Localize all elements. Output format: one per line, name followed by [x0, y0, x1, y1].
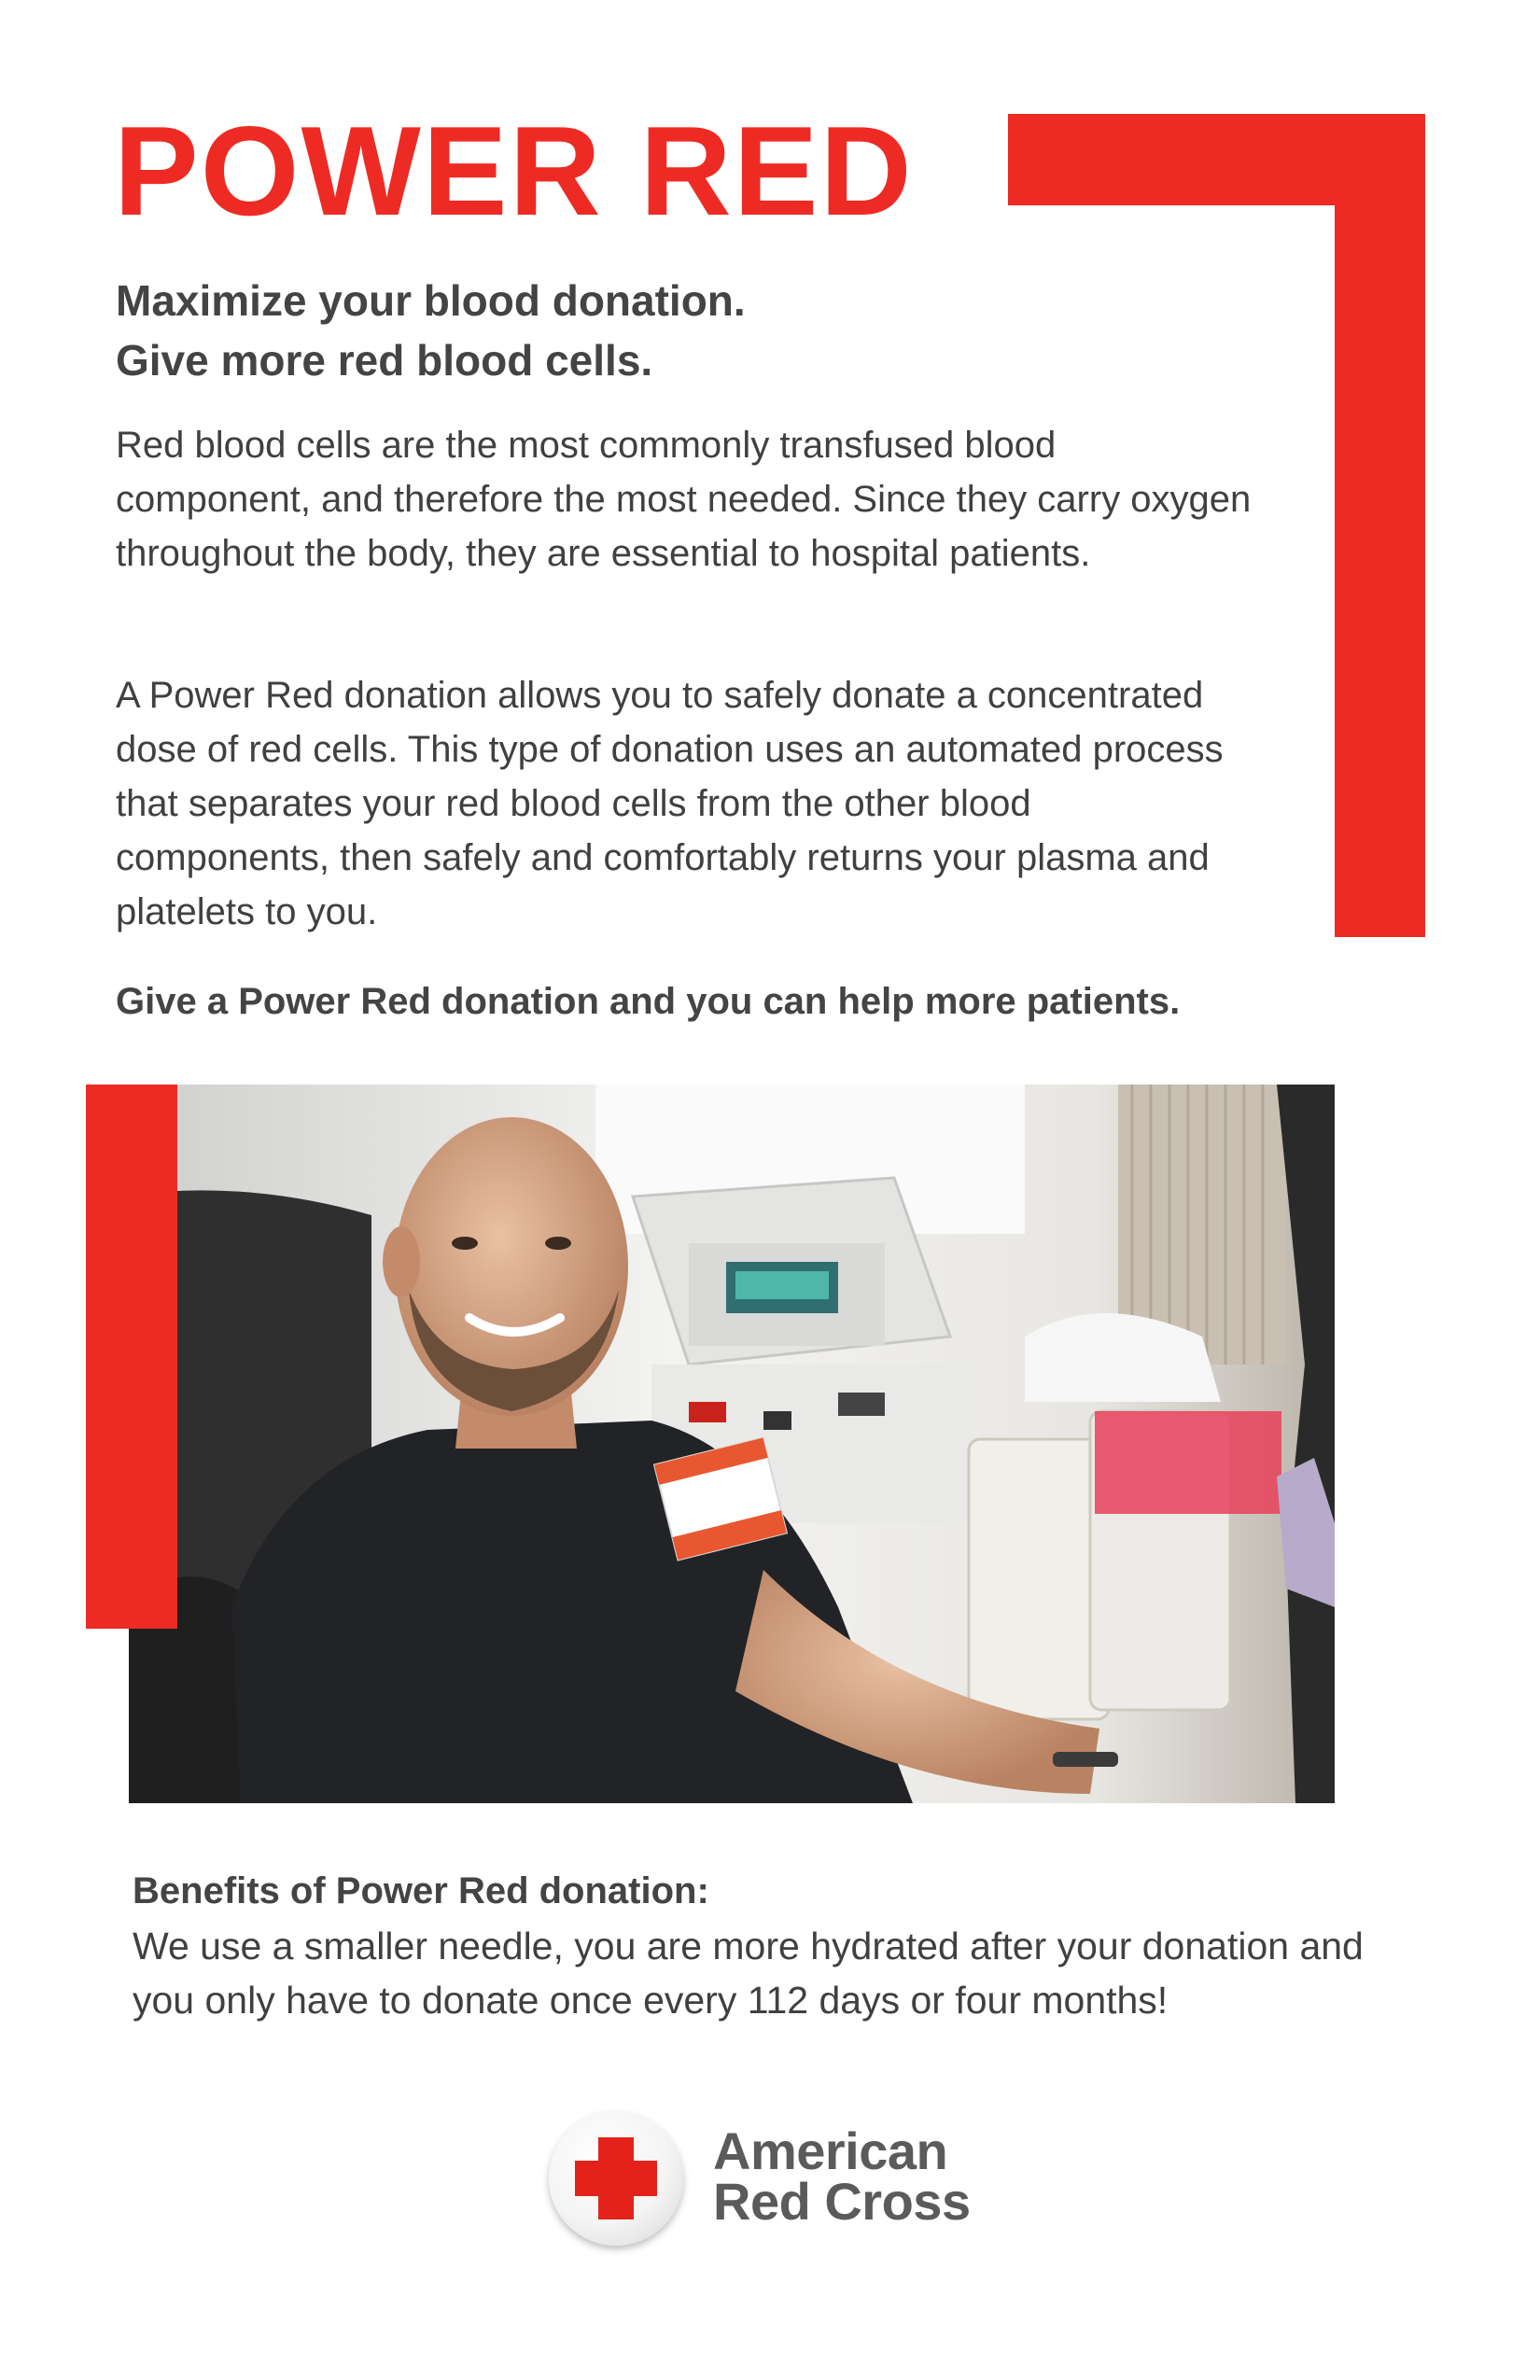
decorative-red-bracket-side [1335, 114, 1425, 937]
benefits-text: We use a smaller needle, you are more hydrated after your donation and you only have to donate once every 112 days or four months! [133, 1925, 1364, 2022]
donor-photo [129, 1085, 1335, 1803]
benefits-heading: Benefits of Power Red donation: [133, 1870, 709, 1911]
subheading-line-1: Maximize your blood donation. [116, 276, 746, 325]
organization-name-line-2: Red Cross [713, 2172, 971, 2231]
paragraph-power-red: A Power Red donation allows you to safely donate a concentrated dose of red cells. This type of donation uses an automated process that separates your red blood cells from the other blood components, then safely and comfortably returns your plasma and platelets to you. [116, 675, 1224, 932]
paragraph-red-cells: Red blood cells are the most commonly transfused blood component, and therefore the most needed. Since they carry oxygen throughout the body, they are essential to hospital patients. [116, 425, 1252, 574]
subheading [116, 271, 1236, 390]
red-cross-icon-bar [575, 2161, 657, 2196]
organization-name [713, 2121, 971, 2231]
subheading-line-2: Give more red blood cells. [116, 336, 653, 385]
page-title: POWER RED [114, 100, 914, 242]
callout-text: Give a Power Red donation and you can help more patients. [116, 981, 1181, 1022]
decorative-red-bar [86, 1085, 177, 1629]
organization-name-line-1: American [713, 2121, 948, 2180]
donor-photo-illustration [129, 1085, 1335, 1803]
